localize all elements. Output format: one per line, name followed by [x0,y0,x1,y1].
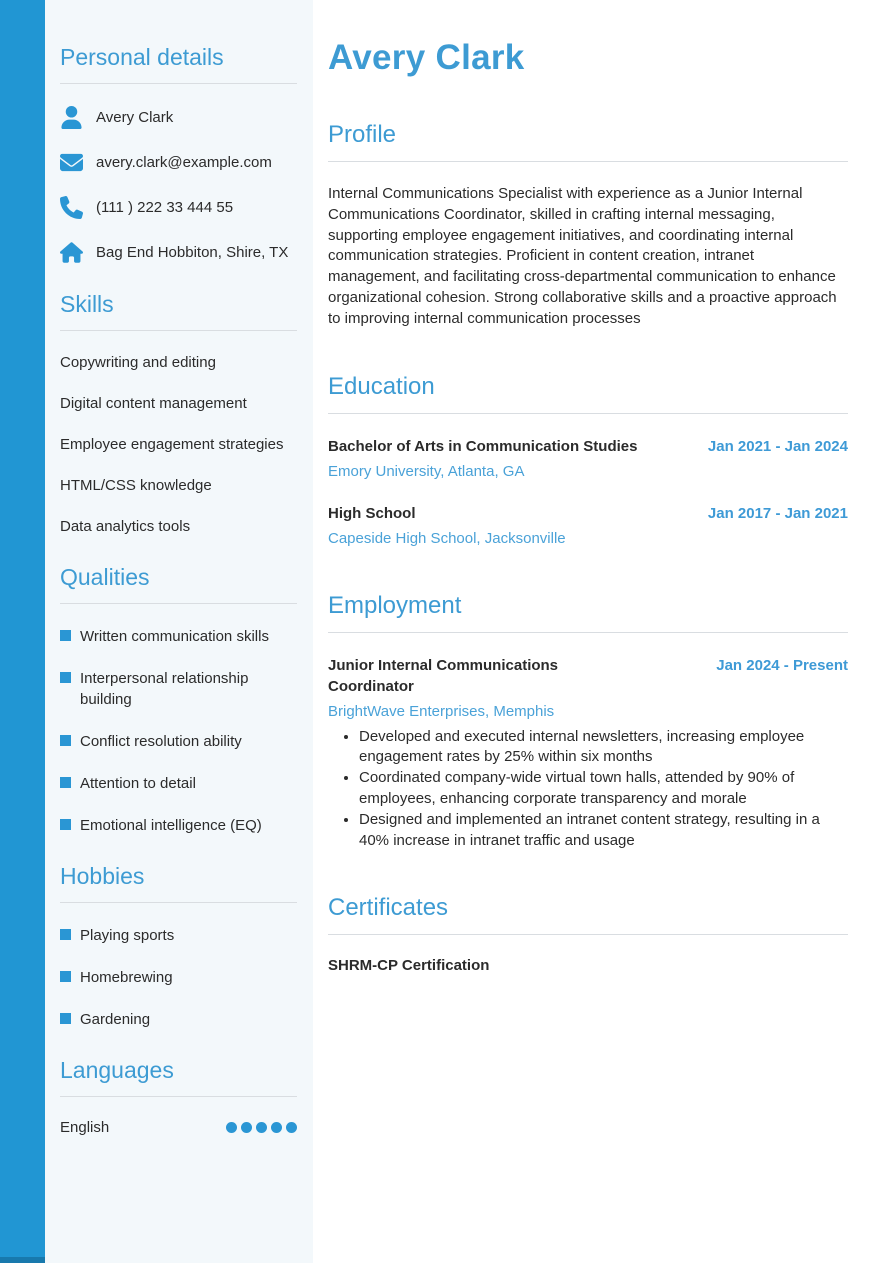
profile-summary: Internal Communications Specialist with experience as a Junior Internal Communications Coordinator, skilled in crafting internal messaging, supporting employee engagement initiatives, and coordinating internal communication strategies. Proficient in content creation, intranet management, and facilitating cross-departmental communication to enhance organizational cohesion. Strong collaborative skills and a proactive approach to improving internal communication processes [328,185,837,327]
education-dates: Jan 2021 - Jan 2024 [707,437,848,455]
hobby-item-label: Homebrewing [80,969,173,986]
square-bullet-icon [60,971,71,982]
phone-icon [60,196,83,219]
hobby-item-label: Playing sports [80,927,175,944]
hobby-item [60,1009,297,1030]
quality-item [60,626,297,647]
square-bullet-icon [60,777,71,788]
hobby-item-label: Gardening [80,1011,151,1028]
skill-item: Data analytics tools [60,518,191,535]
employment-section [328,592,848,852]
skills-section [60,291,297,537]
profile-section [328,121,848,330]
quality-item [60,815,297,836]
skills-title: Skills [60,291,114,317]
certificates-title: Certificates [328,894,449,922]
skill-item: Employee engagement strategies [60,436,284,453]
education-entry [328,503,848,549]
square-bullet-icon [60,630,71,641]
school-name: Emory University, Atlanta, GA [328,462,525,480]
section-divider [60,603,297,604]
education-title: Education [328,372,435,400]
section-divider [328,413,848,414]
accent-stripe-bottom-edge [0,1257,45,1263]
education-section [328,373,848,549]
skill-item: Digital content management [60,395,247,412]
education-entry [328,436,848,482]
employment-title: Employment [328,591,462,619]
quality-item-label: Attention to detail [80,775,196,792]
envelope-icon [60,151,83,174]
languages-title: Languages [60,1057,174,1083]
contact-row-phone [60,196,297,219]
hobbies-section [60,863,297,1030]
contact-phone-text: (111 ) 222 33 444 55 [96,198,234,216]
section-divider [328,632,848,633]
contact-address-text: Bag End Hobbiton, Shire, TX [96,243,289,261]
job-duties-list [328,727,848,852]
languages-section [60,1057,297,1136]
contact-row-name [60,106,297,129]
language-name: English [60,1119,110,1136]
job-duty: • Coordinated company-wide virtual town halls, attended by 90% of employees, enhancing corporate transparency and morale [359,768,848,810]
profile-title: Profile [328,121,397,148]
school-name: Capeside High School, Jacksonville [328,529,566,547]
hobby-item [60,967,297,988]
language-level-indicator [226,1122,297,1133]
employment-entry [328,655,848,852]
level-dot-icon [271,1122,282,1133]
section-divider [60,1096,297,1097]
quality-item-label: Interpersonal relationship building [80,670,249,708]
home-icon [60,241,83,264]
square-bullet-icon [60,819,71,830]
job-duty: • Designed and implemented an intranet content strategy, resulting in a 40% increase in intranet traffic and usage [359,810,848,852]
user-icon [60,106,83,129]
personal-details-title: Personal details [60,44,224,70]
degree-name: High School [328,504,416,522]
quality-item-label: Written communication skills [80,628,269,645]
hobbies-title: Hobbies [60,863,145,889]
section-divider [60,330,297,331]
job-duty: • Developed and executed internal newsletters, increasing employee engagement rates by 25% within six months [359,727,848,769]
contact-row-email [60,151,297,174]
hobby-item [60,925,297,946]
employment-entry-head [328,655,848,697]
skill-item: HTML/CSS knowledge [60,477,212,494]
contact-name-text: Avery Clark [96,108,174,126]
quality-item-label: Emotional intelligence (EQ) [80,817,262,834]
section-divider [60,83,297,84]
section-divider [328,934,848,935]
education-entry-head [328,503,848,524]
certificate-name: SHRM-CP Certification [328,957,490,975]
degree-name: Bachelor of Arts in Communication Studies [328,437,638,455]
quality-item [60,773,297,794]
level-dot-icon [256,1122,267,1133]
language-row [60,1119,297,1136]
certificates-section [328,894,848,974]
square-bullet-icon [60,735,71,746]
education-entry-head [328,436,848,457]
qualities-title: Qualities [60,564,150,590]
employment-dates: Jan 2024 - Present [716,656,848,674]
quality-item [60,668,297,710]
skill-item: Copywriting and editing [60,354,216,371]
square-bullet-icon [60,672,71,683]
quality-item [60,731,297,752]
candidate-name: Avery Clark [328,38,525,77]
job-role: Junior Internal Communications Coordinator [328,656,559,695]
sidebar [45,0,313,1263]
level-dot-icon [226,1122,237,1133]
contact-email-text[interactable]: avery.clark@example.com [96,153,272,171]
square-bullet-icon [60,929,71,940]
section-divider [60,902,297,903]
section-divider [328,161,848,162]
company-name: BrightWave Enterprises, Memphis [328,702,555,720]
quality-item-label: Conflict resolution ability [80,733,242,750]
contact-row-address [60,241,297,264]
personal-details-section [60,44,297,264]
level-dot-icon [286,1122,297,1133]
level-dot-icon [241,1122,252,1133]
education-dates: Jan 2017 - Jan 2021 [707,504,848,522]
accent-stripe [0,0,45,1263]
qualities-section [60,564,297,836]
main-column [313,0,893,1263]
square-bullet-icon [60,1013,71,1024]
